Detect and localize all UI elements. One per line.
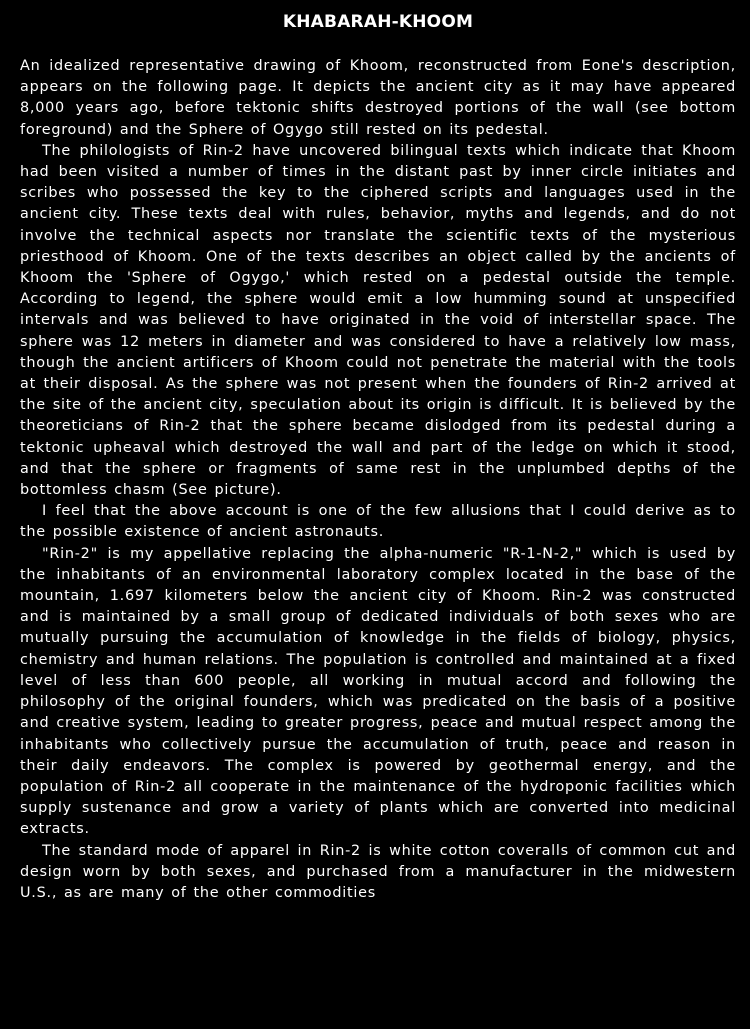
paragraph-philologists-texts: The philologists of Rin-2 have uncovered bilingual texts which indicate that Khoom had been visited a number of times in the distant past by inner circle initiates and scribes who possessed the key to the ciphered scripts and languages used in the ancient city. These texts deal with rules, behavior, myths and legends, and do not involve the technical aspects nor translate the scientific texts of the mysterious priesthood of Khoom. One of the texts describes an object called by the ancients of Khoom the 'Sphere of Ogygo,' which rested on a pedestal outside the temple. According to legend, the sphere would emit a low humming sound at unspecified intervals and was believed to have originated in the void of interstellar space. The sphere was 12 meters in diameter and was considered to have a relatively low mass, though the ancient artificers of Khoom could not penetrate the material with the tools at their disposal. As the sphere was not present when the founders of Rin-2 arrived at the site of the ancient city, speculation about its origin is difficult. It is believed by the theoreticians of Rin-2 that the sphere became dislodged from its pedestal during a tektonic upheaval which destroyed the wall and part of the ledge on which it stood, and that the sphere or fragments of same rest in the unplumbed depths of the bottomless chasm (See picture).: [20, 142, 736, 499]
paragraph-ancient-astronauts: I feel that the above account is one of the few allusions that I could derive as to the possible existence of ancient astronauts.: [20, 503, 736, 541]
paragraph-drawing-description: An idealized representative drawing of Khoom, reconstructed from Eone's description, appears on the following page. It depicts the ancient city as it may have appeared 8,000 years ago, before tektonic shifts destroyed portions of the wall (see bottom foreground) and the Sphere of Ogygo still rested on its pedestal.: [20, 58, 736, 138]
paragraph-rin-2-description: "Rin-2" is my appellative replacing the alpha-numeric "R-1-N-2," which is used by the inhabitants of an environmental laboratory complex located in the base of the mountain, 1.697 kilometers below the ancient city of Khoom. Rin-2 was constructed and is maintained by a small group of dedicated individuals of both sexes who are mutually pursuing the accumulation of knowledge in the fields of biology, physics, chemistry and human relations. The population is controlled and maintained at a fixed level of less than 600 people, all working in mutual accord and following the philosophy of the original founders, which was predicated on the basis of a positive and creative system, leading to greater progress, peace and mutual respect among the inhabitants who collectively pursue the accumulation of truth, peace and reason in their daily endeavors. The complex is powered by geothermal energy, and the population of Rin-2 all cooperate in the maintenance of the hydroponic facilities which supply sustenance and grow a variety of plants which are converted into medicinal extracts.: [20, 545, 736, 838]
document-title: KHABARAH-KHOOM: [282, 12, 474, 32]
paragraph-apparel: The standard mode of apparel in Rin-2 is white cotton coveralls of common cut and design worn by both sexes, and purchased from a manufacturer in the midwestern U.S., as are many of the other commodities: [20, 842, 736, 901]
